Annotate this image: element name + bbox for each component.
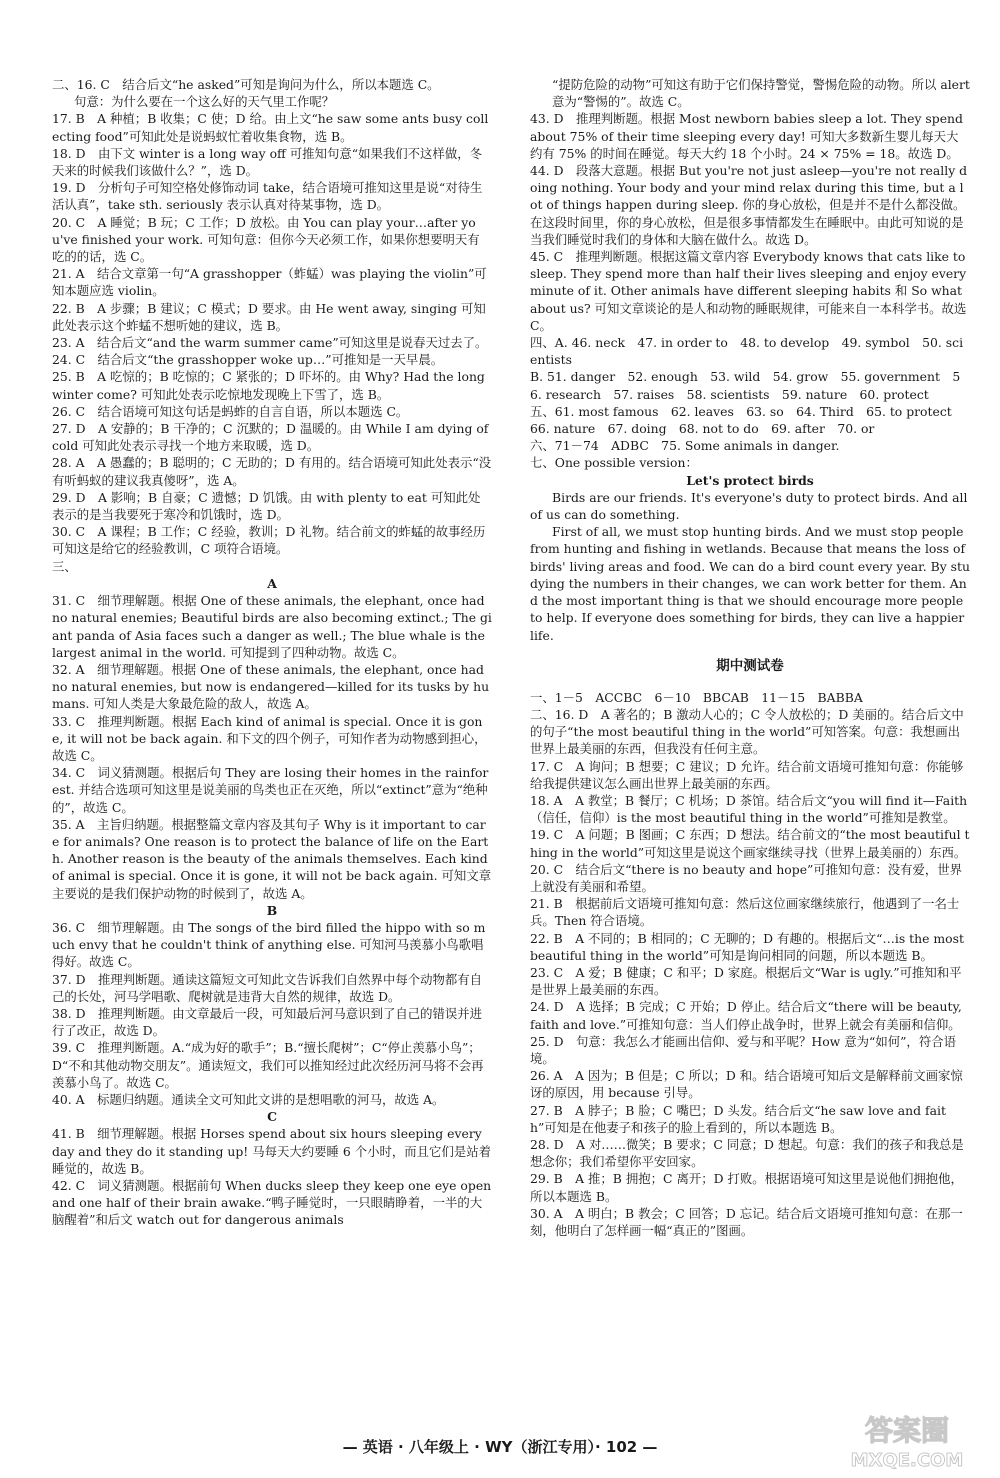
right-column-line: 17. C A 询问；B 想要；C 建议；D 允许。结合前文语境可推知句意：你能够给我提供建议怎么画出世界上最美丽的东西。 xyxy=(530,758,964,791)
right-column-line: 18. A A 教堂；B 餐厅；C 机场；D 茶馆。结合后文“you will find it—Faith（信任，信仰）is the most beautiful thing in the world”可推知是教堂。 xyxy=(530,792,968,826)
right-column-line: Birds are our friends. It's everyone's duty to protect birds. And all of us can do something. xyxy=(530,489,968,523)
page-footer: — 英语 · 八年级上 · WY（浙江专用）· 102 — xyxy=(342,1438,658,1456)
left-column-line: 42. C 词义猜测题。根据前句 When ducks sleep they keep one eye open and one half of their brain awake.“鸭子睡觉时，一只眼睛睁着，一半的大脑醒着”和后文 watch out for dangerous animals xyxy=(52,1178,492,1228)
left-column-line: 39. C 推理判断题。A.“成为好的歌手”；B.“擅长爬树”；C“停止羡慕小鸟”；D“不和其他动物交朋友”。通读短文，我们可以推知经过此次经历河马将不会再羡慕小鸟了。故选 C。 xyxy=(52,1040,484,1090)
right-column-line: 28. D A 对……微笑；B 要求；C 同意；D 想起。句意：我们的孩子和我总是想念你；我们希望你平安回家。 xyxy=(530,1136,964,1170)
left-column-line: 37. D 推理判断题。通读这篇短文可知此文告诉我们自然界中每个动物都有自己的长处，河马学唱歌、爬树就是违背大自然的规律，故选 D。 xyxy=(52,971,483,1004)
left-column-line: 36. C 细节理解题。由 The songs of the bird filled the hippo with so much envy that he couldn't think of anything else. 可知河马羡慕小鸟歌唱得好。故选 C。 xyxy=(52,919,486,970)
right-column-line: 四、A. 46. neck 47. in order to 48. to develop 49. symbol 50. scientists xyxy=(530,335,964,368)
left-column-line: 三、 xyxy=(52,558,77,574)
right-column-line: 30. A A 明白；B 教会；C 回答；D 忘记。结合后文语境可推知句意：在那一刻，他明白了怎样画一幅“真正的”图画。 xyxy=(530,1205,963,1238)
right-column-line: 25. D 句意：我怎么才能画出信仰、爱与和平呢？How 意为“如何”，符合语境。 xyxy=(530,1033,956,1066)
right-column-line: Let's protect birds xyxy=(686,472,814,488)
right-column xyxy=(530,76,970,1239)
right-column-line: 20. C 结合后文“there is no beauty and hope”可推知句意：没有爱，世界上就没有美丽和希望。 xyxy=(530,861,963,894)
right-column-line: First of all, we must stop hunting birds. And we must stop people from hunting and fishing in wetlands. Because that means the loss of birds' living areas and food. We can do a bird count every year. By studying the numbers in their changes, we can work better for them. And the most important thing is that we should encourage more people to help. If everyone does something for birds, they can live a happier life. xyxy=(530,524,970,643)
right-column-line: 27. B A 脖子；B 脸；C 嘴巴；D 头发。结合后文“he saw love and faith”可知是在他妻子和孩子的脸上看到的，所以本题选 B。 xyxy=(530,1102,946,1135)
left-column-line: 30. C A 课程；B 工作；C 经验，教训；D 礼物。结合前文的蚱蜢的故事经历可知这是给它的经验教训，C 项符合语境。 xyxy=(52,524,486,557)
left-column xyxy=(52,76,492,1229)
right-column-line: 22. B A 不同的；B 相同的；C 无聊的；D 有趣的。根据后文“…is the most beautiful thing in the world”可知是询问相同的问题，所以本题选 B。 xyxy=(530,930,964,963)
left-column-line: 38. D 推理判断题。由文章最后一段，可知最后河马意识到了自己的错误并进行了改正，故选 D。 xyxy=(52,1005,483,1039)
left-column-line: 40. A 标题归纳题。通读全文可知此文讲的是想唱歌的河马，故选 A。 xyxy=(52,1091,445,1107)
left-column-line: A xyxy=(267,575,277,591)
left-column-line: 26. C 结合语境可知这句话是蚂蚱的自言自语，所以本题选 C。 xyxy=(52,403,409,419)
right-column-line: 七、One possible version： xyxy=(530,455,698,471)
left-column-line: C xyxy=(267,1109,277,1125)
watermark-logo xyxy=(832,1410,982,1472)
left-column-line: 21. A 结合文章第一句“A grasshopper（蚱蜢）was playing the violin”可知本题应选 violin。 xyxy=(52,266,487,299)
left-column-line: 25. B A 吃惊的；B 吃惊的；C 紧张的；D 吓坏的。由 Why? Had the long winter come? 可知此处表示吃惊地发现晚上下雪了，选 B。 xyxy=(52,369,485,402)
left-column-line: 31. C 细节理解题。根据 One of these animals, the elephant, once had no natural enemies; Beautiful birds are also becoming extinct.; The giant panda of Asia faces such a danger as well.; The blue whale is the largest animal in the world. 可知提到了四种动物。故选 C。 xyxy=(52,593,492,660)
left-column-line: 29. D A 影响；B 自豪；C 遗憾；D 饥饿。由 with plenty to eat 可知此处表示的是当我要死于寒冷和饥饿时，选 D。 xyxy=(52,489,481,523)
left-column-line: 35. A 主旨归纳题。根据整篇文章内容及其句子 Why is it important to care for animals? One reason is to protect the balance of life on the Earth. Another reason is the beauty of the animals themselves. Each kind of animal is special. Once it is gone, it will not be back again. 可知文章主要说的是我们保护动物的时候到了，故选 A。 xyxy=(52,816,492,901)
left-column-line: 28. A A 愚蠢的；B 聪明的；C 无助的；D 有用的。结合语境可知此处表示“没有听蚂蚁的建议我真傻呀”，选 A。 xyxy=(52,455,492,488)
left-column-line: 24. C 结合后文“the grasshopper woke up…”可推知是一天早晨。 xyxy=(52,352,444,368)
right-column-line: “提防危险的动物”可知这有助于它们保持警觉，警惕危险的动物。所以 alert 意为“警惕的”。故选 C。 xyxy=(552,77,970,110)
left-column-line: 27. D A 安静的；B 干净的；C 沉默的；D 温暖的。由 While I am dying of cold 可知此处表示寻找一个地方来取暖，选 D。 xyxy=(52,421,489,454)
left-column-line: 18. D 由下文 winter is a long way off 可推知句意“如果我们不这样做，冬天来的时候我们该做什么？”，选 D。 xyxy=(52,145,482,179)
right-column-line: 二、16. D A 著名的；B 激动人心的；C 令人放松的；D 美丽的。结合后文中的句子“the most beautiful thing in the world”可知答案。句意：我想画出世界上最美丽的东西，但我没有任何主意。 xyxy=(530,706,964,757)
right-column-line: 21. B 根据前后文语境可推知句意：然后这位画家继续旅行，他遇到了一名士兵。Then 符合语境。 xyxy=(530,896,960,929)
left-column-line: 34. C 词义猜测题。根据后句 They are losing their homes in the rainforest. 并结合选项可知这里是说美丽的鸟类也正在灭绝，所以“extinct”意为“绝种的”，故选 C。 xyxy=(52,765,489,815)
right-column-line: 19. C A 问题；B 图画；C 东西；D 想法。结合前文的“the most beautiful thing in the world”可知这里是说这个画家继续寻找（世界上最美丽的）东西。 xyxy=(530,827,970,860)
left-column-line: 32. A 细节理解题。根据 One of these animals, the elephant, once had no natural enemies, but now is endangered—killed for its tusks by humans. 可知人类是大象最危险的敌人，故选 A。 xyxy=(52,661,490,712)
left-column-line: 33. C 推理判断题。根据 Each kind of animal is special. Once it is gone, it will not be back again. 和下文的四个例子，可知作者为动物感到担心，故选 C。 xyxy=(52,713,487,763)
right-column-line: 24. D A 选择；B 完成；C 开始；D 停止。结合后文“there will be beauty, faith and love.”可推知句意：当人们停止战争时，世界上就会有美丽和信仰。 xyxy=(530,999,962,1032)
left-column-line: 句意：为什么要在一个这么好的天气里工作呢？ xyxy=(74,94,335,110)
right-column-line: 29. B A 推；B 拥抱；C 离开；D 打败。根据语境可知这里是说他们拥抱他，所以本题选 B。 xyxy=(530,1171,963,1204)
watermark-text: 答案圈 xyxy=(864,1414,950,1447)
right-column-line: 五、61. most famous 62. leaves 63. so 64. Third 65. to protect 66. nature 67. doing 68. not to do 69. after 70. or xyxy=(530,403,965,437)
right-column-line: 期中测试卷 xyxy=(716,658,784,675)
left-column-line: 17. B A 种植；B 收集；C 使；D 给。由上文“he saw some ants busy collecting food”可知此处是说蚂蚁忙着收集食物，选 B。 xyxy=(52,111,489,144)
left-column-line: 19. D 分析句子可知空格处修饰动词 take，结合语境可推知这里是说“对待生活认真”，take sth. seriously 表示认真对待某事物，选 D。 xyxy=(52,180,483,213)
left-column-line: B xyxy=(266,902,278,918)
right-column-line: 26. A A 因为；B 但是；C 所以；D 和。结合语境可知后文是解释前文画家惊讶的原因，用 because 引导。 xyxy=(530,1068,963,1101)
right-column-line: 45. C 推理判断题。根据这篇文章内容 Everybody knows that cats like to sleep. They spend more than half their lives sleeping and enjoy every minute of it. Other animals have different sleeping habits 和 So what about us? 可知文章谈论的是人和动物的睡眠规律，可能来自一本科学书。故选 C。 xyxy=(530,249,967,333)
left-column-line: 20. C A 睡觉；B 玩；C 工作；D 放松。由 You can play your…after you've finished your work. 可知句意：但你今天必须工作，如果你想要明天有吃的的话，选 C。 xyxy=(52,214,480,265)
left-column-line: 二、16. C 结合后文“he asked”可知是询问为什么，所以本题选 C。 xyxy=(52,77,440,92)
watermark-domain: MXQE.COM xyxy=(850,1450,964,1471)
left-column-line: 23. A 结合后文“and the warm summer came”可知这里是说春天过去了。 xyxy=(52,335,488,351)
right-column-line: 23. C A 爱；B 健康；C 和平；D 家庭。根据后文“War is ugly.”可推知和平是世界上最美丽的东西。 xyxy=(530,964,962,998)
right-column-line: 一、1－5 ACCBC 6－10 BBCAB 11－15 BABBA xyxy=(530,689,863,705)
left-column-line: 41. B 细节理解题。根据 Horses spend about six hours sleeping every day and they do it standing up! 马每天大约要睡 6 个小时，而且它们是站着睡觉的，故选 B。 xyxy=(52,1126,492,1176)
right-column-line: 六、71－74 ADBC 75. Some animals in danger. xyxy=(530,438,840,454)
right-column-line: 44. D 段落大意题。根据 But you're not just asleep—you're not really doing nothing. Your body and your mind relax during this time, but a lot of things happen during sleep. 你的身心放松，但是并不是什么都没做。在这段时间里，你的身心放松，但是很多事情都发生在睡眠中。由此可知说的是当我们睡觉时我们的身体和大脑在做什么。故选 D。 xyxy=(530,163,968,247)
left-column-line: 22. B A 步骤；B 建议；C 模式；D 要求。由 He went away, singing 可知此处表示这个蚱蜢不想听她的建议，选 B。 xyxy=(52,300,486,333)
right-column-line: B. 51. danger 52. enough 53. wild 54. grow 55. government 56. research 57. raises 58. scientists 59. nature 60. protect xyxy=(530,369,961,402)
right-column-line: 43. D 推理判断题。根据 Most newborn babies sleep a lot. They spend about 75% of their time sleeping every day! 可知大多数新生婴儿每天大约有 75% 的时间在睡觉。每天大约 18 个小时。24 × 75% = 18。故选 D。 xyxy=(530,111,963,161)
